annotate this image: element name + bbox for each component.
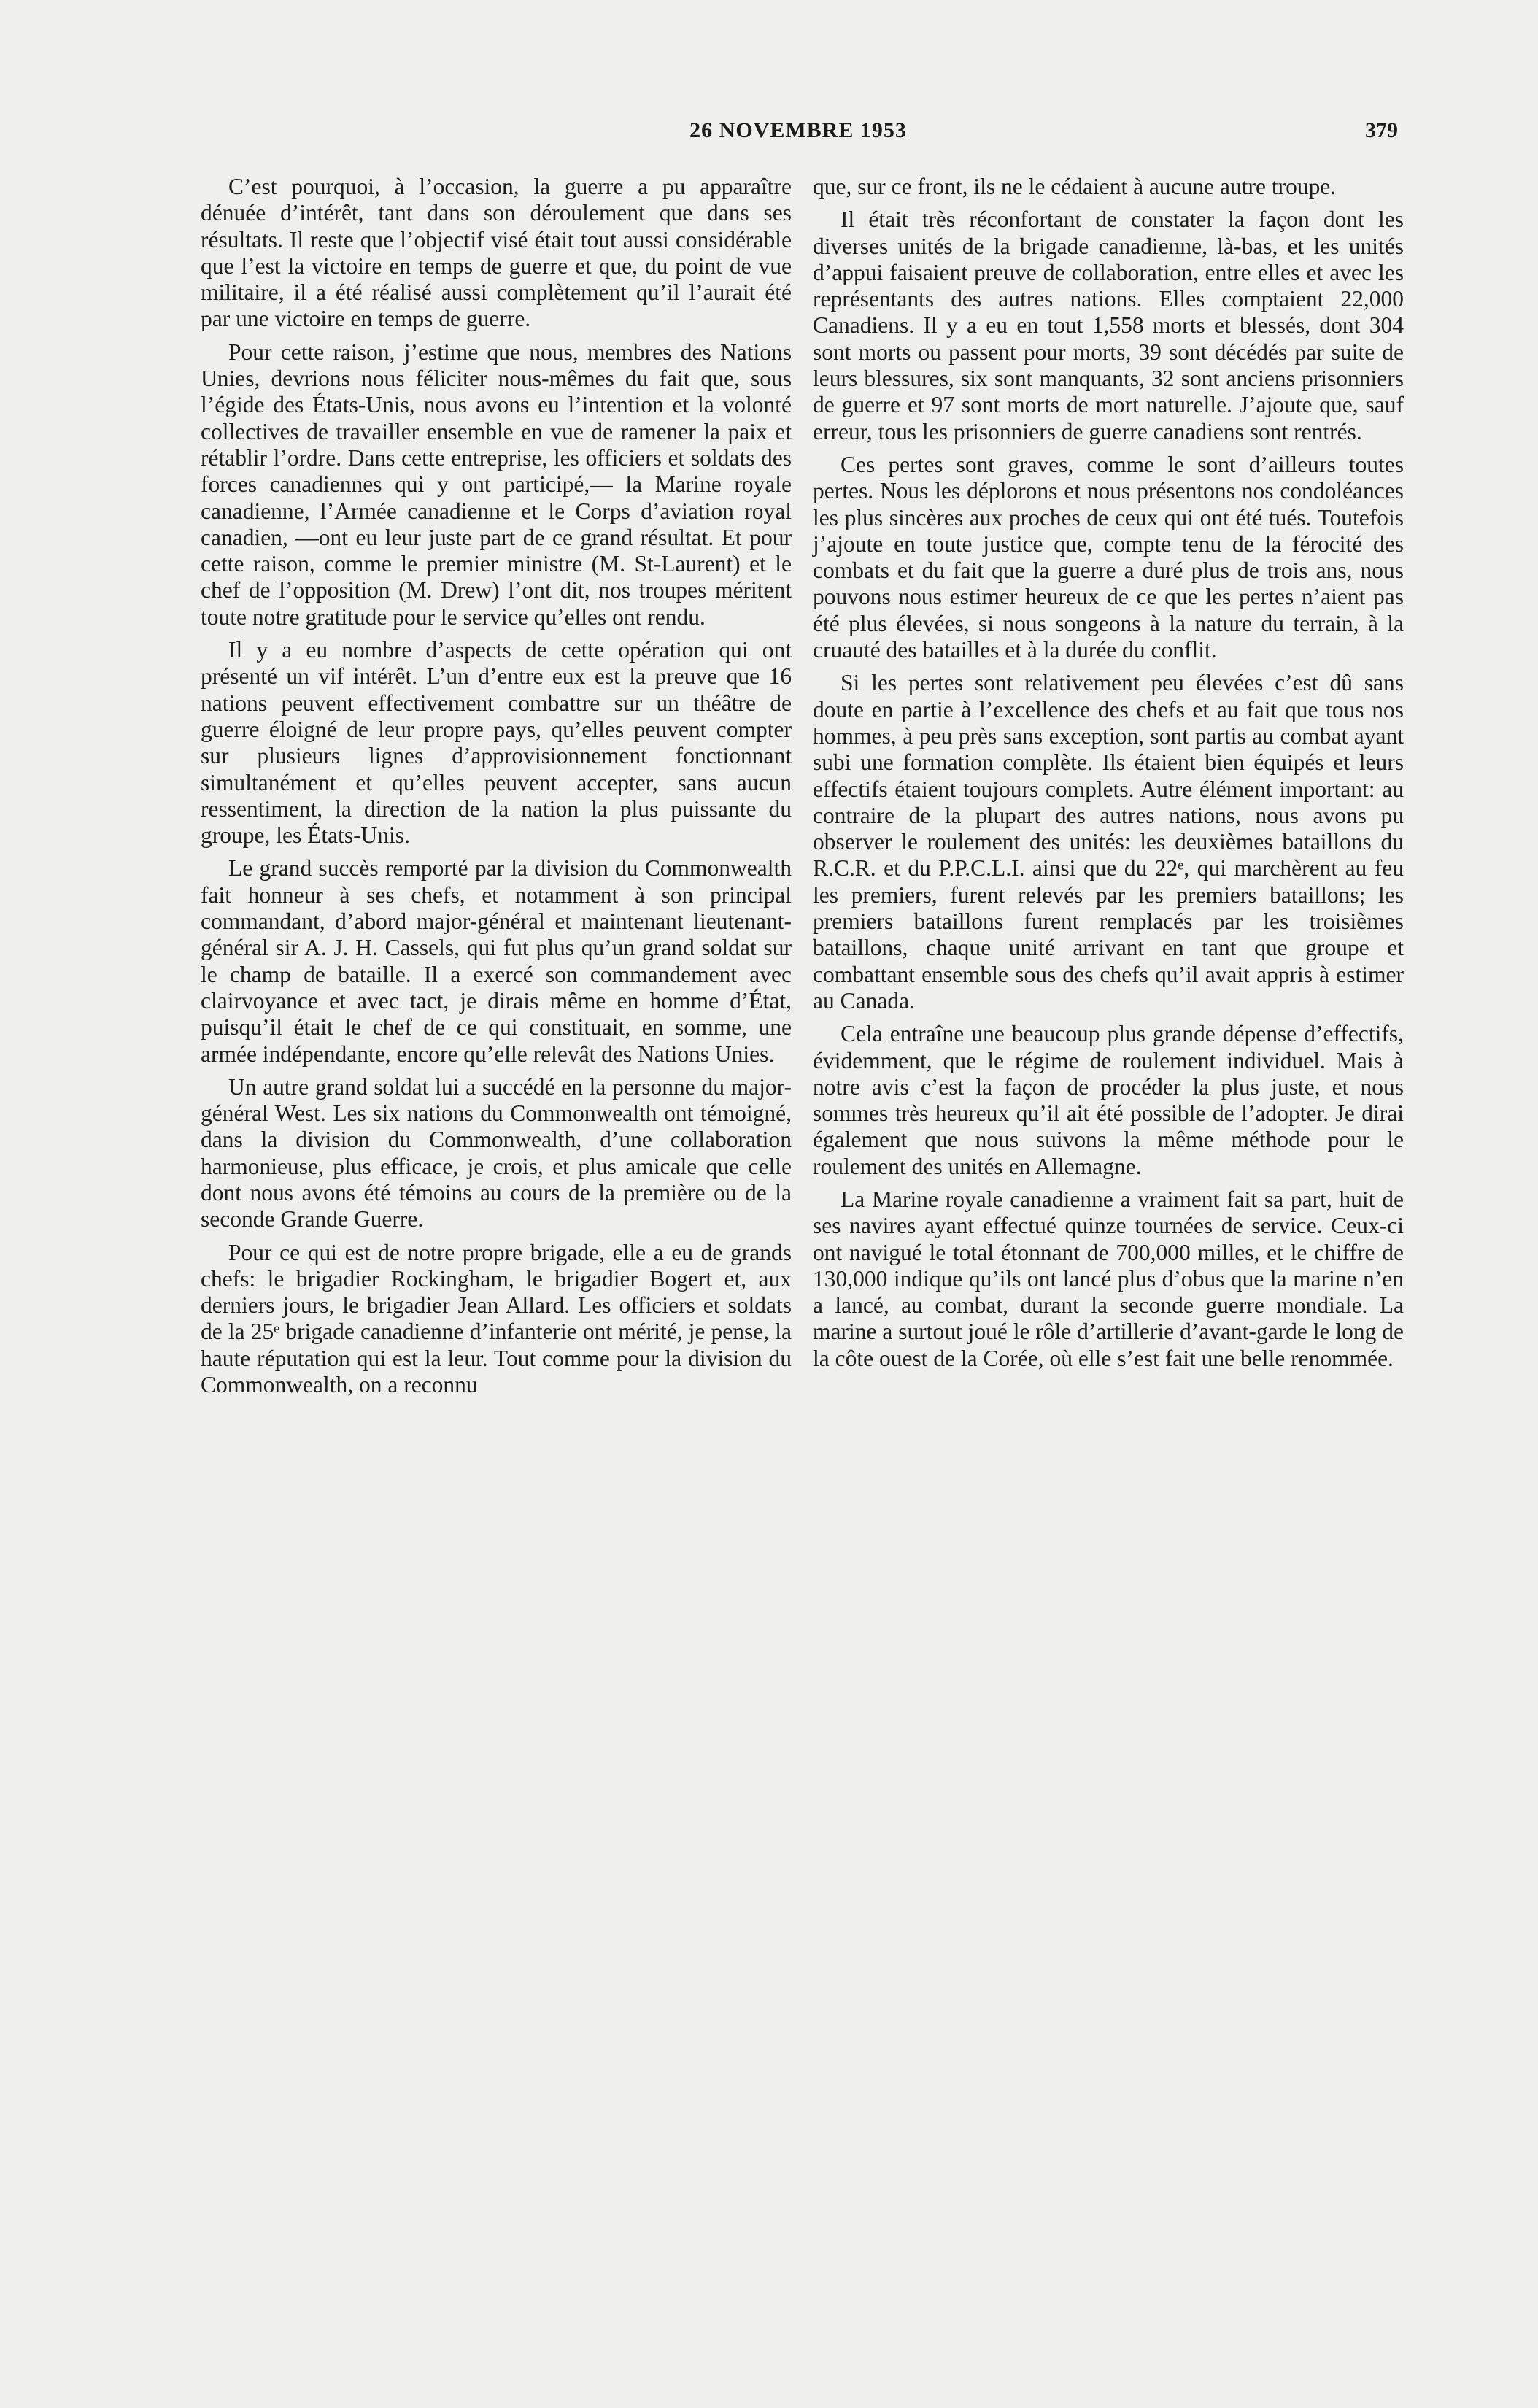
paragraph: C’est pourquoi, à l’occasion, la guerre a pu apparaître dénuée d’intérêt, tant dans son déroulement que dans ses résultats. Il reste que l’objectif visé était tout aussi considérable que l’est la victoire en temps de guerre et que, du point de vue militaire, il a été réalisé aussi complètement qu’il l’aurait été par une victoire en temps de guerre. [201,174,792,332]
page-header [198,112,1398,149]
paragraph: Un autre grand soldat lui a succédé en la personne du major-général West. Les six nations du Commonwealth ont témoigné, dans la division du Commonwealth, d’une collaboration harmonieuse, plus efficace, je crois, et plus amicale que celle dont nous avons été témoins au cours de la première ou de la seconde Grande Guerre. [201,1073,792,1232]
paragraph: Il était très réconfortant de constater la façon dont les diverses unités de la brigade canadienne, là-bas, et les unités d’appui faisaient preuve de collaboration, entre elles et avec les représentants des autres nations. Elles comptaient 22,000 Canadiens. Il y a eu en tout 1,558 morts et blessés, dont 304 sont morts ou passent pour morts, 39 sont décédés par suite de leurs blessures, six sont manquants, 32 sont anciens prisonniers de guerre et 97 sont morts de mort naturelle. J’ajoute que, sauf erreur, tous les prisonniers de guerre canadiens sont rentrés. [813,207,1404,444]
paragraph: Si les pertes sont relativement peu élevées c’est dû sans doute en partie à l’excellence des chefs et au fait que tous nos hommes, à peu près sans exception, sont partis au combat ayant subi une formation complète. Ils étaient bien équipés et leurs effectifs étaient toujours complets. Autre élément important: au contraire de la plupart des autres nations, nous avons pu observer le roulement des unités: les deuxièmes bataillons du R.C.R. et du P.P.C.L.I. ainsi que du 22ᵉ, qui marchèrent au feu les premiers, furent relevés par les premiers bataillons; les premiers bataillons furent remplacés par les troisièmes bataillons, chaque unité arrivant en tant que groupe et combattant ensemble sous des chefs qu’il avait appris à estimer au Canada. [813,670,1404,1014]
paragraph: Pour ce qui est de notre propre brigade, elle a eu de grands chefs: le brigadier Rockingham, le brigadier Bogert et, aux derniers jours, le brigadier Jean Allard. Les officiers et soldats de la 25ᵉ brigade canadienne d’infanterie ont mérité, je pense, la haute réputation qui est la leur. Tout comme pour la division du Commonwealth, on a reconnu [201,1239,792,1398]
paragraph: Pour cette raison, j’estime que nous, membres des Nations Unies, devrions nous féliciter nous-mêmes du fait que, sous l’égide des États-Unis, nous avons eu l’intention et la volonté collectives de travailler ensemble en vue de ramener la paix et rétablir l’ordre. Dans cette entreprise, les officiers et soldats des forces canadiennes qui y ont participé,— la Marine royale canadienne, l’Armée canadienne et le Corps d’aviation royal canadien, —ont eu leur juste part de ce grand résultat. Et pour cette raison, comme le premier ministre (M. St-Laurent) et le chef de l’opposition (M. Drew) l’ont dit, nos troupes méritent toute notre gratitude pour le service qu’elles ont rendu. [201,339,792,630]
paragraph: Cela entraîne une beaucoup plus grande dépense d’effectifs, évidemment, que le régime de roulement individuel. Mais à notre avis c’est la façon de procéder la plus juste, et nous sommes très heureux qu’il ait été possible de l’adopter. Je dirai également que nous suivons la même méthode pour le roulement des unités en Allemagne. [813,1021,1404,1179]
header-date: 26 NOVEMBRE 1953 [689,118,907,142]
paragraph: Ces pertes sont graves, comme le sont d’ailleurs toutes pertes. Nous les déplorons et nous présentons nos condoléances les plus sincères aux proches de ceux qui ont été tués. Toutefois j’ajoute en toute justice que, compte tenu de la férocité des combats et du fait que la guerre a duré plus de trois ans, nous pouvons nous estimer heureux de ce que les pertes n’aient pas été plus élevées, si nous songeons à la nature du terrain, à la cruauté des batailles et à la durée du conflit. [813,451,1404,663]
page-number: 379 [1365,118,1398,142]
right-column [813,174,1404,1378]
paragraph: Il y a eu nombre d’aspects de cette opération qui ont présenté un vif intérêt. L’un d’entre eux est la preuve que 16 nations peuvent effectivement combattre sur un théâtre de guerre éloigné de leur propre pays, qu’elles peuvent compter sur plusieurs lignes d’approvisionnement fonctionnant simultanément et qu’elles peuvent accepter, sans aucun ressentiment, la direction de la nation la plus puissante du groupe, les États-Unis. [201,637,792,849]
paragraph: La Marine royale canadienne a vraiment fait sa part, huit de ses navires ayant effectué quinze tournées de service. Ceux-ci ont navigué le total étonnant de 700,000 milles, et le chiffre de 130,000 indique qu’ils ont lancé plus d’obus que la marine n’en a lancé, au combat, durant la seconde guerre mondiale. La marine a surtout joué le rôle d’artillerie d’avant-garde le long de la côte ouest de la Corée, où elle s’est fait une belle renommée. [813,1186,1404,1371]
paragraph-continuation: que, sur ce front, ils ne le cédaient à aucune autre troupe. [813,174,1337,199]
paragraph: Le grand succès remporté par la division du Commonwealth fait honneur à ses chefs, et notamment à son principal commandant, d’abord major-général et maintenant lieutenant-général sir A. J. H. Cassels, qui fut plus qu’un grand soldat sur le champ de bataille. Il a exercé son commandement avec clairvoyance et avec tact, je dirais même en homme d’État, puisqu’il était le chef de ce qui constituait, en somme, une armée indépendante, encore qu’elle relevât des Nations Unies. [201,855,792,1067]
left-column [201,174,792,1405]
